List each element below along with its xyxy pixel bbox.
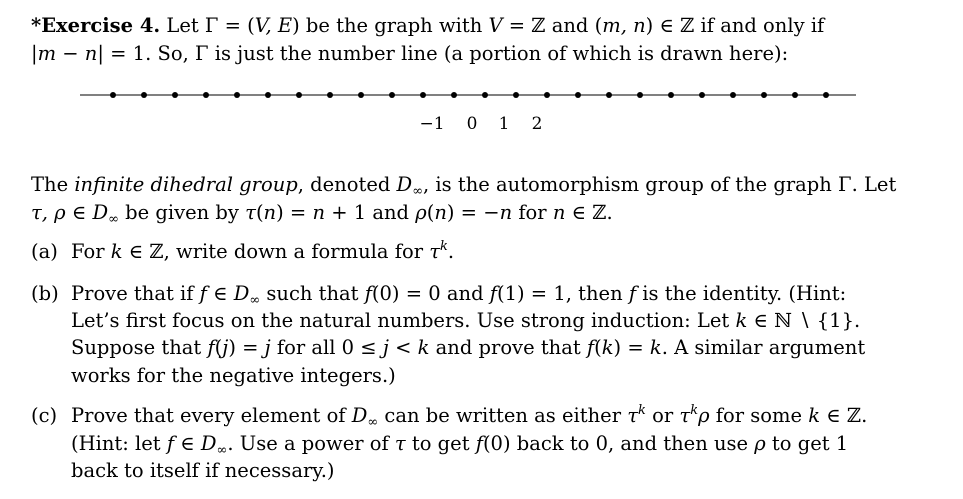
math-sup: k — [638, 403, 646, 418]
text: ) = — [613, 336, 650, 359]
math: τ — [627, 404, 639, 427]
math: D — [351, 404, 368, 427]
text: . — [447, 240, 455, 263]
math: n — [552, 201, 566, 224]
math: m − n — [37, 42, 98, 65]
text: (0) back to 0, and then use — [482, 432, 755, 455]
vertex-dot — [637, 92, 643, 98]
math: τ — [679, 404, 691, 427]
math: f — [199, 282, 207, 305]
text: to get 1 — [765, 432, 849, 455]
math: m, n — [602, 14, 646, 37]
text: (Hint: let — [71, 432, 167, 455]
text: For — [71, 240, 111, 263]
math: f — [628, 282, 637, 305]
definition-line-1 — [31, 173, 896, 197]
part-b-line-3 — [71, 336, 865, 360]
text: | = 1. So, Γ is just the number line (a portion of which is drawn here): — [97, 42, 789, 65]
tick-label: 2 — [531, 114, 543, 134]
text: ∈ — [174, 432, 201, 455]
part-b-line-2 — [71, 309, 860, 333]
math: k — [601, 336, 614, 359]
text: = ℤ and ( — [502, 14, 603, 37]
part-label: (b) — [31, 282, 59, 305]
text: . Use a power of — [227, 432, 395, 455]
vertex-dot — [761, 92, 767, 98]
text: or — [645, 404, 680, 427]
vertex-dot — [699, 92, 705, 98]
text: ( — [426, 201, 435, 224]
math: k — [808, 404, 821, 427]
math: k — [417, 336, 430, 359]
part-label: (c) — [31, 404, 58, 427]
text: ( — [214, 336, 223, 359]
math: f — [586, 336, 595, 359]
vertex-dot — [451, 92, 457, 98]
text: (1) = 1, then — [496, 282, 629, 305]
math-sup: k — [440, 239, 448, 254]
math: τ, ρ — [31, 201, 66, 224]
vertex-dot — [234, 92, 240, 98]
vertex-dot — [141, 92, 147, 98]
part-b-line-4 — [71, 364, 396, 388]
text: | — [31, 42, 38, 65]
vertex-dot — [575, 92, 581, 98]
text: and prove that — [429, 336, 587, 359]
text: be given by — [118, 201, 246, 224]
math: f — [207, 336, 215, 359]
text: ) = — [228, 336, 265, 359]
vertex-dot — [172, 92, 178, 98]
text: (0) = 0 and — [371, 282, 490, 305]
math: n — [434, 201, 447, 224]
math: k — [110, 240, 123, 263]
text: back to itself if necessary.) — [71, 459, 335, 482]
text: ( — [255, 201, 264, 224]
tick-label: 0 — [466, 114, 478, 134]
math: n — [312, 201, 326, 224]
math: D — [396, 173, 413, 196]
text: ∈ — [65, 201, 93, 224]
part-c-line-2 — [71, 432, 848, 456]
text: can be written as either — [378, 404, 628, 427]
math: k — [735, 309, 748, 332]
part-c-text — [71, 404, 867, 428]
vertex-dot — [420, 92, 426, 98]
text: Prove that every element of — [71, 404, 352, 427]
text: ) = — [276, 201, 313, 224]
text: works for the negative integers.) — [71, 364, 396, 387]
math: n — [499, 201, 513, 224]
text: to get — [405, 432, 476, 455]
vertex-dot — [513, 92, 519, 98]
text: ∈ ℤ. — [565, 201, 613, 224]
tick-label: −1 — [419, 114, 445, 134]
vertex-dot — [606, 92, 612, 98]
text: Let’s first focus on the natural numbers. Use strong induction: Let — [71, 309, 736, 332]
math: τ — [245, 201, 256, 224]
text: ∈ ℕ ∖ {1}. — [747, 309, 861, 332]
vertex-dot — [110, 92, 116, 98]
tick-label: 1 — [498, 114, 510, 134]
text: is the identity. (Hint: — [636, 282, 847, 305]
text: , is the automorphism group of the graph Γ. Let — [423, 173, 897, 196]
text: , denoted — [297, 173, 397, 196]
math: D — [200, 432, 217, 455]
math-sup: k — [690, 403, 699, 418]
math: f — [489, 282, 497, 305]
text: ∈ ℤ. — [820, 404, 868, 427]
vertex-dot — [792, 92, 798, 98]
vertex-dot — [823, 92, 829, 98]
vertex-dot — [544, 92, 550, 98]
part-b-text — [71, 282, 846, 306]
math: k — [649, 336, 662, 359]
math-sub: ∞ — [367, 415, 379, 430]
math: V — [488, 14, 503, 37]
part-c-line-3 — [71, 459, 335, 483]
math: V, E — [254, 14, 293, 37]
vertex-dot — [327, 92, 333, 98]
part-a-text — [71, 240, 454, 264]
text: ∈ ℤ, write down a formula for — [122, 240, 430, 263]
text: such that — [260, 282, 365, 305]
math: j — [264, 336, 271, 359]
math-sub: ∞ — [216, 443, 228, 458]
text: + 1 and — [325, 201, 416, 224]
text: Prove that if — [71, 282, 200, 305]
part-label: (a) — [31, 240, 58, 263]
vertex-dot — [482, 92, 488, 98]
exercise-line-1 — [31, 14, 824, 38]
math: j — [222, 336, 229, 359]
vertex-dot — [668, 92, 674, 98]
text: ) = − — [446, 201, 500, 224]
text: The — [31, 173, 75, 196]
vertex-dot — [265, 92, 271, 98]
math: τ — [394, 432, 406, 455]
exercise-title: *Exercise 4. — [31, 14, 161, 37]
vertex-dot — [358, 92, 364, 98]
math-sub: ∞ — [412, 184, 424, 199]
text: ∈ — [206, 282, 234, 305]
text: . A similar argument — [661, 336, 866, 359]
text: Suppose that — [71, 336, 208, 359]
math: D — [233, 282, 250, 305]
vertex-dot — [389, 92, 395, 98]
text: for some — [709, 404, 809, 427]
vertex-dot — [730, 92, 736, 98]
math: ρ — [698, 404, 710, 427]
math: n — [263, 201, 277, 224]
math: f — [364, 282, 372, 305]
exercise-line-2 — [31, 42, 788, 66]
math: D — [92, 201, 109, 224]
text: ) ∈ ℤ if and only if — [645, 14, 825, 37]
vertex-dot — [203, 92, 209, 98]
math: f — [166, 432, 175, 455]
text: for — [512, 201, 553, 224]
math: f — [475, 432, 483, 455]
definition-line-2 — [31, 201, 613, 225]
math: ρ — [415, 201, 427, 224]
math-sub: ∞ — [249, 293, 261, 308]
text: < — [388, 336, 418, 359]
math: j — [382, 336, 389, 359]
vertex-dot — [296, 92, 302, 98]
text: for all 0 ≤ — [270, 336, 383, 359]
text: ) be the graph with — [292, 14, 489, 37]
text: Let Γ = ( — [166, 14, 255, 37]
math-sub: ∞ — [108, 212, 119, 227]
text: ( — [594, 336, 602, 359]
math: τ — [429, 240, 441, 263]
math: ρ — [754, 432, 766, 455]
emphasis: infinite dihedral group — [74, 173, 298, 196]
number-line-figure — [0, 80, 963, 140]
